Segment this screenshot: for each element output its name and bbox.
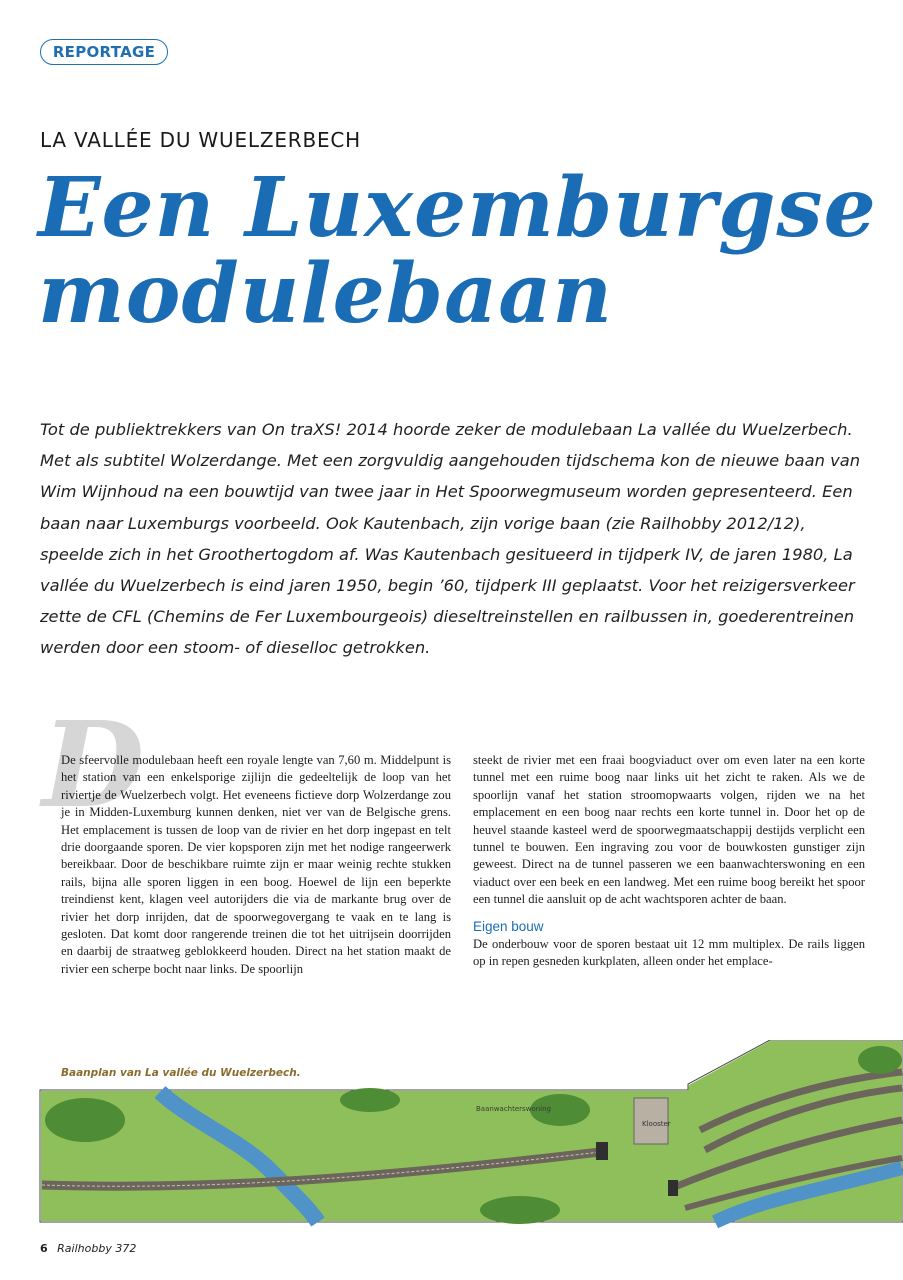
tunnel-portal bbox=[596, 1142, 608, 1160]
section-badge: REPORTAGE bbox=[40, 39, 168, 65]
page-title bbox=[38, 160, 898, 342]
figure-caption: Baanplan van La vallée du Wuelzerbech. bbox=[61, 1067, 301, 1079]
section-subheading: Eigen bouw bbox=[473, 918, 544, 934]
title-line-1: Een Luxemburgse bbox=[38, 160, 877, 256]
house-label: Baanwachterswoning bbox=[476, 1105, 551, 1113]
tree-cluster bbox=[340, 1088, 400, 1112]
tree-cluster bbox=[45, 1098, 125, 1142]
body-paragraph: De sfeervolle modulebaan heeft een royale lengte van 7,60 m. Middelpunt is het station van een enkelsporige zijlijn die gedeeltelijk de loop van het riviertje de Wuelzerbech volgt. Het eveneens fictieve dorp Wolzerdange zou je in Midden-Luxemburg kunnen denken, niet ver van de Belgische grens. Het emplacement is tussen de loop van de rivier en het dorp ingepast en telt drie doorgaande sporen. De vier kopsporen zijn met het nodige rangeerwerk bereikbaar. Door de beschikbare ruimte zijn er maar weinig rechte stukken rails, bijna alle sporen liggen in een boog. Hoewel de lijn een beperkte treindienst kent, klagen veel autorijders die via de markante brug over de rivier het dorp inrijden, dat de spoorwegovergang te vaak en te lang is gesloten. Dat komt door rangerende treinen die tot het uitrijsein doorrijden en daarbij de straatweg geblokkeerd houden. Direct na het station maakt de rivier een scherpe bocht naar links. De spoorlijn bbox=[61, 753, 451, 976]
tree-cluster bbox=[858, 1046, 902, 1074]
page-footer bbox=[40, 1242, 136, 1255]
page-number: 6 bbox=[40, 1242, 48, 1255]
body-paragraph: steekt de rivier met een fraai boogviaduct over om even later na een korte tunnel met een ruime boog naar links uit het zicht te raken. Als we de spoorlijn vanaf het station stroomopwaarts volgen, rijden we na het emplacement en een boog naar rechts een korte tunnel in. Door het op de heuvel staande kasteel werd de spoorwegmaatschappij destijds verplicht een tunnel te bouwen. Een ingraving zou voor de bouwkosten gunstiger zijn geweest. Direct na de tunnel passeren we een baanwachterswoning en een viaduct over een beek en een landweg. Met een ruime boog bereikt het spoor een tunnel die aansluit op de acht wachtsporen achter de baan. bbox=[473, 753, 865, 907]
tunnel-portal bbox=[668, 1180, 678, 1196]
body-paragraph: De onderbouw voor de sporen bestaat uit 12 mm multiplex. De rails liggen op in repen gesneden kurkplaten, alleen onder het emplace- bbox=[473, 936, 865, 969]
body-column-left bbox=[61, 752, 451, 978]
magazine-name: Railhobby 372 bbox=[57, 1242, 137, 1255]
klooster-label: Klooster bbox=[642, 1120, 671, 1128]
drop-cap: D bbox=[42, 695, 145, 834]
kicker: LA VALLÉE DU WUELZERBECH bbox=[40, 128, 362, 152]
tree-cluster bbox=[480, 1196, 560, 1224]
title-line-2: modulebaan bbox=[38, 246, 613, 342]
body-column-right bbox=[473, 752, 865, 970]
intro-paragraph: Tot de publiektrekkers van On traXS! 2014 hoorde zeker de modulebaan La vallée du Wuelzerbech. Met als subtitel Wolzerdange. Met een zorgvuldig aangehouden tijdschema kon de nieuwe baan van Wim Wijnhoud na een bouwtijd van twee jaar in Het Spoorwegmuseum worden gepresenteerd. Een baan naar Luxemburgs voorbeeld. Ook Kautenbach, zijn vorige baan (zie Railhobby 2012/12), speelde zich in het Groothertogdom af. Was Kautenbach gesitueerd in tijdperk IV, de jaren 1980, La vallée du Wuelzerbech is eind jaren 1950, begin ’60, tijdperk III geplaatst. Voor het reizigersverkeer zette de CFL (Chemins de Fer Luxembourgeois) dieseltreinstellen en railbussen in, goederentreinen werden door een stoom- of dieselloc getrokken. bbox=[40, 420, 861, 658]
